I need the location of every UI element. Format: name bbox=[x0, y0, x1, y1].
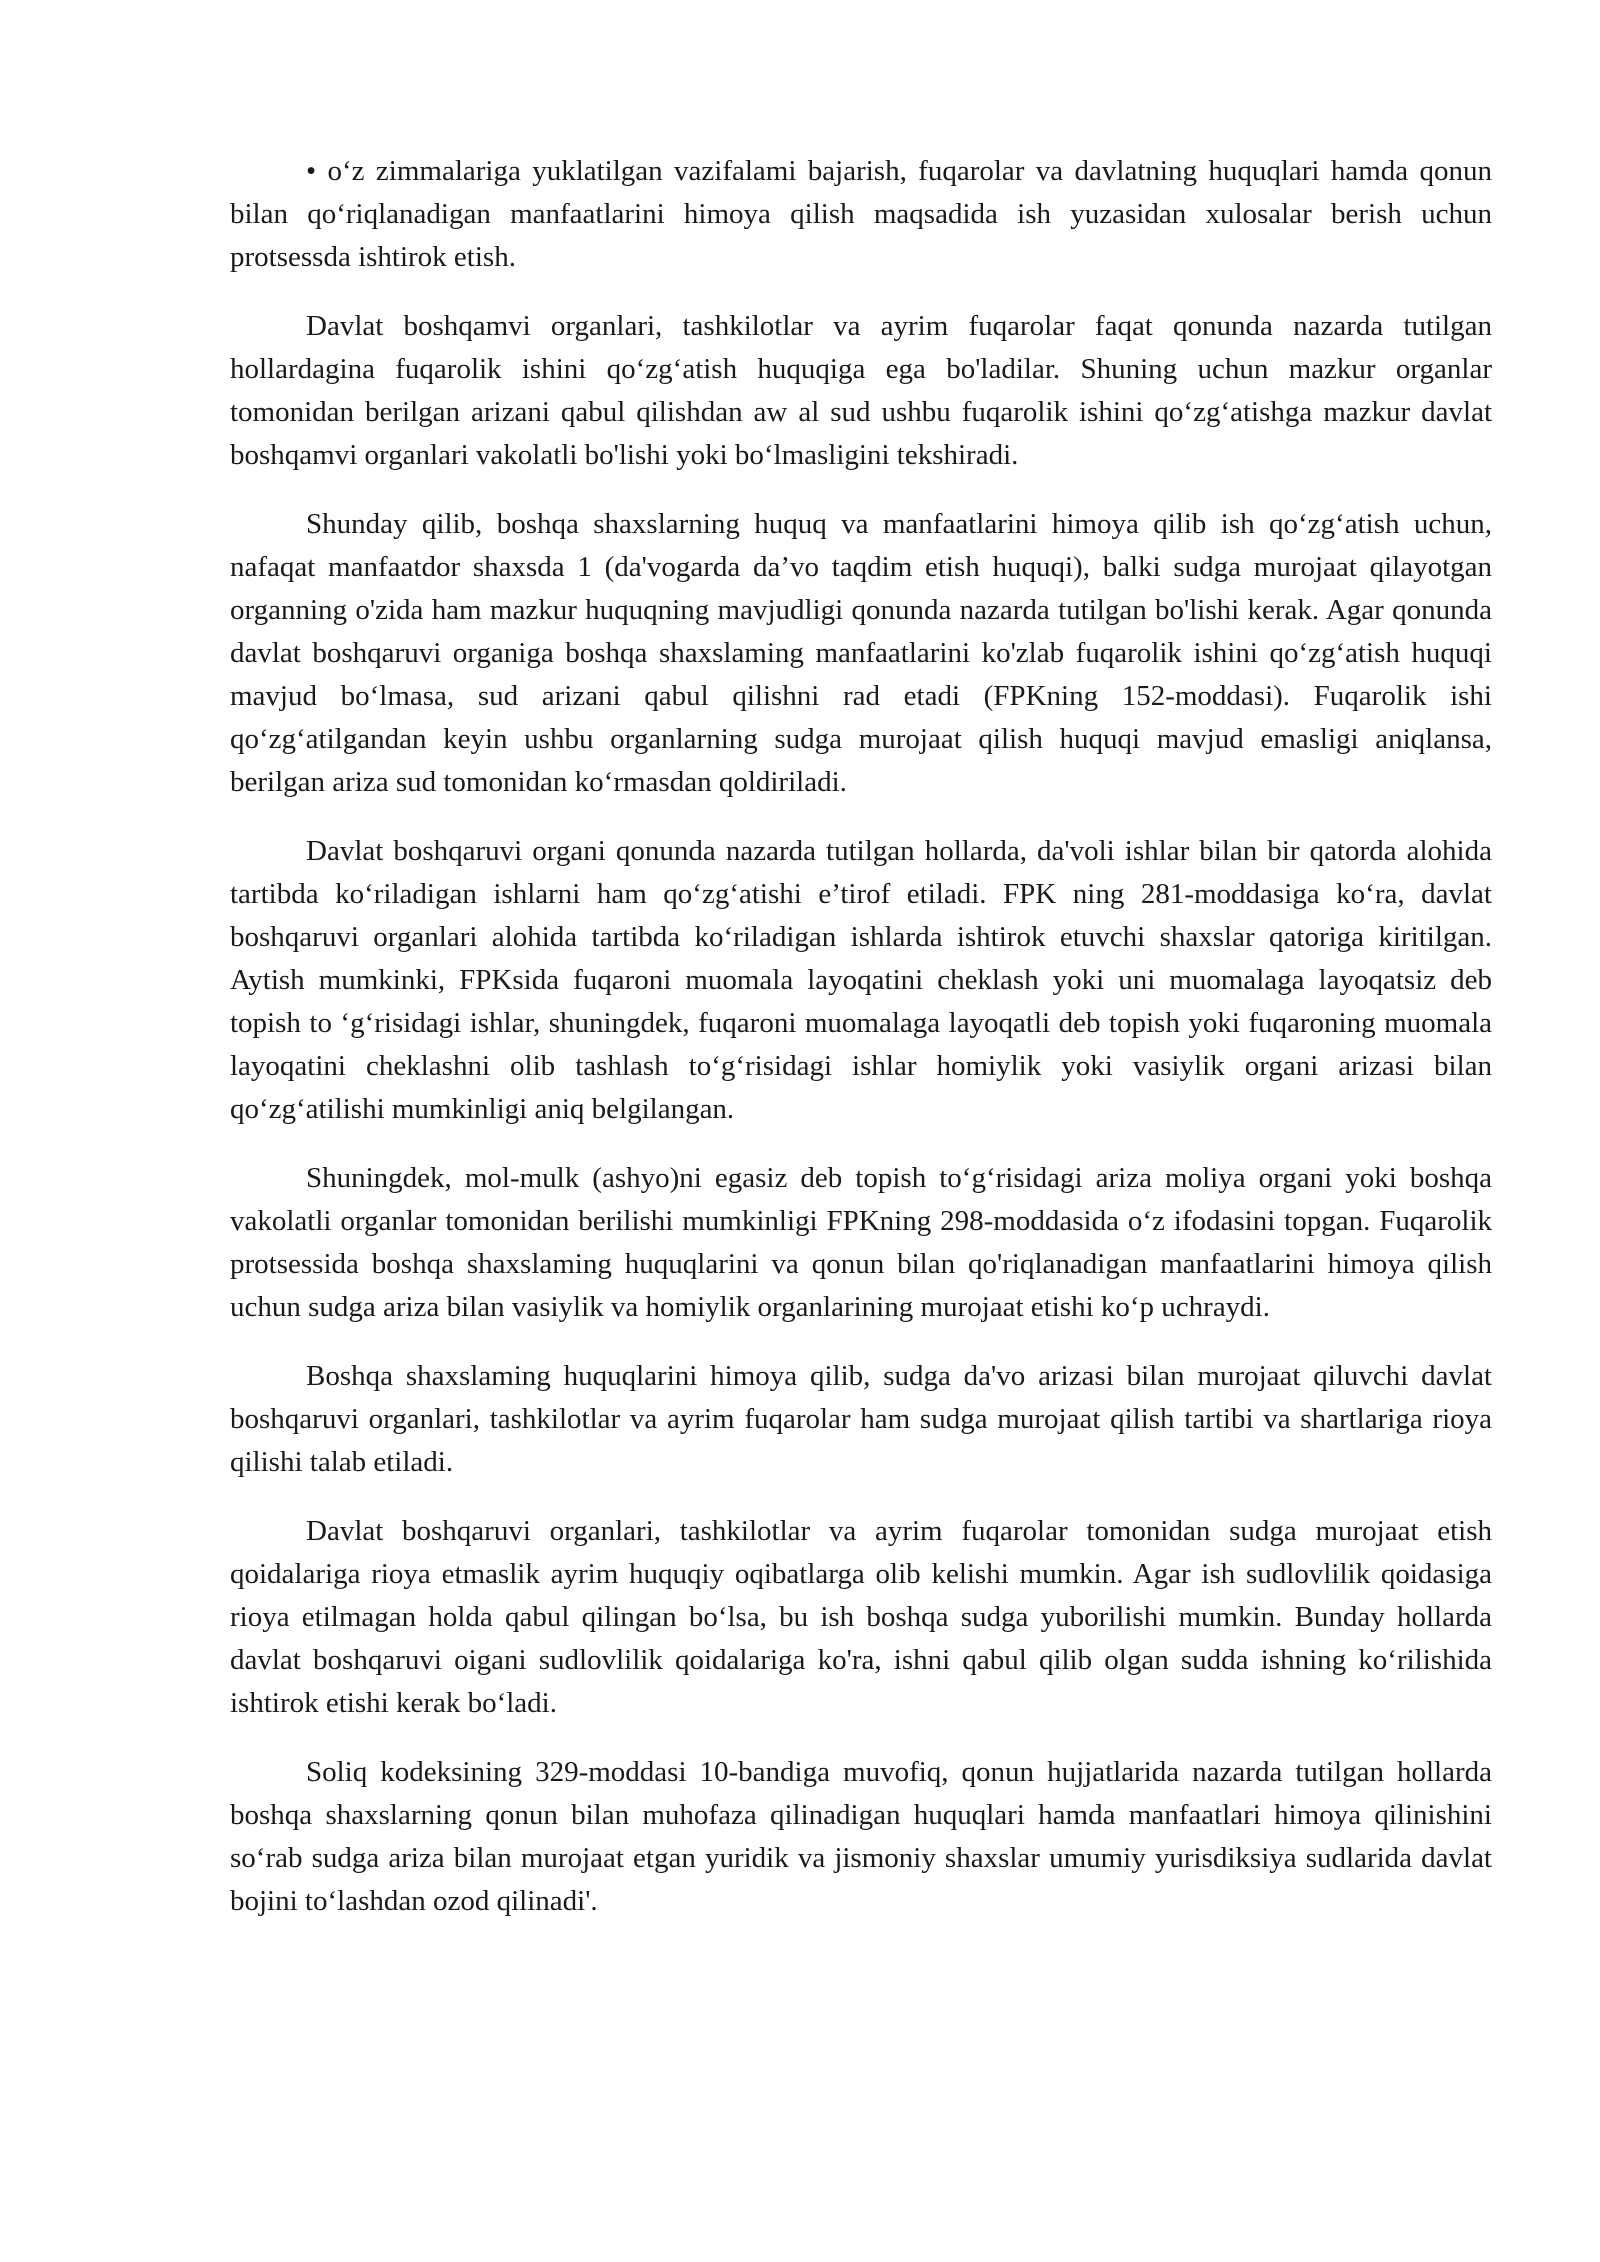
paragraph-special-proceedings: Davlat boshqaruvi organi qonunda nazarda tutilgan hollarda, da'voli ishlar bilan bir qatorda alohida tartibda koʻriladigan ishlarni ham qoʻzgʻatishi e’tirof etiladi. FPK ning 281-moddasiga koʻra, davlat boshqaruvi organlari alohida tartibda koʻriladigan ishlarda ishtirok etuvchi shaxslar qatoriga kiritilgan. Aytish mumkinki, FPKsida fuqaroni muomala layoqatini cheklash yoki uni muomalaga layoqatsiz deb topish to ‘gʻrisidagi ishlar, shuningdek, fuqaroni muomalaga layoqatli deb topish yoki fuqaroning muomala layoqatini cheklashni olib tashlash toʻgʻrisidagi ishlar homiylik yoki vasiylik organi arizasi bilan qoʻzgʻatilishi mumkinligi aniq belgilangan. bbox=[230, 835, 1492, 1125]
paragraph-jurisdiction-rules: Davlat boshqaruvi organlari, tashkilotlar va ayrim fuqarolar tomonidan sudga murojaat etish qoidalariga rioya etmaslik ayrim huquqiy oqibatlarga olib kelishi mumkin. Agar ish sudlovlilik qoidasiga rioya etilmagan holda qabul qilingan boʻlsa, bu ish boshqa sudga yuborilishi mumkin. Bunday hollarda davlat boshqaruvi oigani sudlovlilik qoidalariga ko'ra, ishni qabul qilib olgan sudda ishning koʻrilishida ishtirok etishi kerak boʻladi. bbox=[230, 1515, 1492, 1719]
paragraph-authority-check: Davlat boshqamvi organlari, tashkilotlar va ayrim fuqarolar faqat qonunda nazarda tutilgan hollardagina fuqarolik ishini qoʻzgʻatish huquqiga ega bo'ladilar. Shuning uchun mazkur organlar tomonidan berilgan arizani qabul qilishdan aw al sud ushbu fuqarolik ishini qoʻzgʻatishga mazkur davlat boshqamvi organlari vakolatli bo'lishi yoki boʻlmasligini tekshiradi. bbox=[230, 310, 1492, 471]
paragraph-bullet-duties: • oʻz zimmalariga yuklatilgan vazifalami bajarish, fuqarolar va davlatning huquqlari hamda qonun bilan qoʻriqlanadigan manfaatlarini himoya qilish maqsadida ish yuzasidan xulosalar berish uchun protsessda ishtirok etish. bbox=[230, 155, 1492, 273]
paragraph-right-to-initiate: Shunday qilib, boshqa shaxslarning huquq va manfaatlarini himoya qilib ish qoʻzgʻatish uchun, nafaqat manfaatdor shaxsda 1 (da'vogarda da’vo taqdim etish huquqi), balki sudga murojaat qilayotgan organning o'zida ham mazkur huquqning mavjudligi qonunda nazarda tutilgan bo'lishi kerak. Agar qonunda davlat boshqaruvi organiga boshqa shaxslaming manfaatlarini ko'zlab fuqarolik ishini qoʻzgʻatish huquqi mavjud boʻlmasa, sud arizani qabul qilishni rad etadi (FPKning 152-moddasi). Fuqarolik ishi qoʻzgʻatilgandan keyin ushbu organlarning sudga murojaat qilish huquqi mavjud emasligi aniqlansa, berilgan ariza sud tomonidan koʻrmasdan qoldiriladi. bbox=[230, 508, 1492, 798]
paragraph-ownerless-property: Shuningdek, mol-mulk (ashyo)ni egasiz deb topish toʻgʻrisidagi ariza moliya organi yoki boshqa vakolatli organlar tomonidan berilishi mumkinligi FPKning 298-moddasida oʻz ifodasini topgan. Fuqarolik protsessida boshqa shaxslaming huquqlarini va qonun bilan qo'riqlanadigan manfaatlarini himoya qilish uchun sudga ariza bilan vasiylik va homiylik organlarining murojaat etishi koʻp uchraydi. bbox=[230, 1162, 1492, 1323]
document-body bbox=[230, 150, 1492, 1949]
paragraph-procedure-compliance: Boshqa shaxslaming huquqlarini himoya qilib, sudga da'vo arizasi bilan murojaat qiluvchi davlat boshqaruvi organlari, tashkilotlar va ayrim fuqarolar ham sudga murojaat qilish tartibi va shartlariga rioya qilishi talab etiladi. bbox=[230, 1360, 1492, 1478]
paragraph-state-duty-exemption: Soliq kodeksining 329-moddasi 10-bandiga muvofiq, qonun hujjatlarida nazarda tutilgan hollarda boshqa shaxslarning qonun bilan muhofaza qilinadigan huquqlari hamda manfaatlari himoya qilinishini soʻrab sudga ariza bilan murojaat etgan yuridik va jismoniy shaxslar umumiy yurisdiksiya sudlarida davlat bojini toʻlashdan ozod qilinadi'. bbox=[230, 1756, 1492, 1917]
